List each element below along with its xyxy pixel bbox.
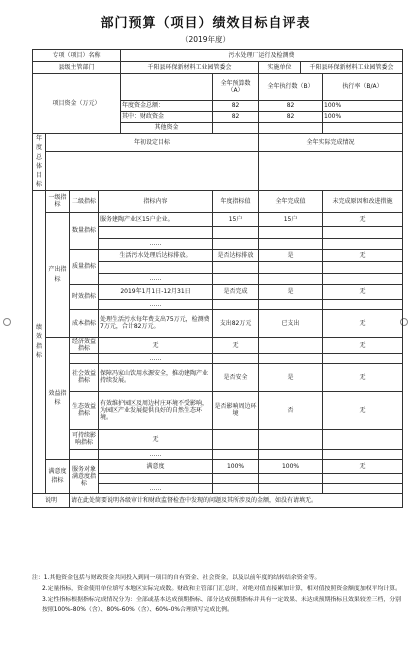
perf-content-header: 指标内容 (99, 190, 213, 212)
time-ellipsis: …… (99, 299, 213, 309)
eco-done: 否 (259, 391, 323, 429)
benefit-ellipsis-target (213, 449, 259, 459)
svc-target: 100% (213, 459, 259, 473)
dept-value: 千阳县环保新材料工业园管委会 (121, 62, 259, 74)
funds-fiscal-rate: 100% (323, 112, 403, 123)
funds-total-rate: 100% (323, 101, 403, 112)
svc-empty-target (213, 473, 259, 483)
time-ellipsis-reason (323, 299, 403, 309)
qty-ellipsis-reason (323, 238, 403, 249)
benefit-ellipsis-label (70, 449, 99, 459)
qty-empty-done (259, 226, 323, 238)
benefit-ellipsis: …… (99, 449, 213, 459)
benefit-indicator-label: 效益指标 (46, 337, 70, 459)
quality-empty-reason (323, 261, 403, 273)
satisfaction-indicator-label: 满意度指标 (46, 459, 70, 493)
funds-budget-header: 全年预算数（A） (213, 74, 259, 101)
footnote-3: 3.定性指标根据指标完成情况分为：全部或基本达成预期指标、部分达成预期指标并具有一定效果、未达成预期指标且效果较差三档，分别按照100%-80%（含）、80%-60%（含）、60%-0%合理填写完成比例。 (42, 597, 402, 614)
funds-fiscal-exec: 82 (259, 112, 323, 123)
sustain-target (213, 429, 259, 449)
goal-actual-header: 全年实际完成情况 (259, 134, 403, 152)
year-label: （2019年度） (180, 35, 231, 44)
perf-reason-header: 未完成原因和改进措施 (323, 190, 403, 212)
svc-empty-done (259, 473, 323, 483)
time-content: 2019年1月1日-12月31日 (99, 284, 213, 299)
eco-reason: 无 (323, 391, 403, 429)
goal-set-header: 年初设定目标 (46, 134, 259, 152)
funds-fiscal-budget: 82 (213, 112, 259, 123)
time-ellipsis-target (213, 299, 259, 309)
quality-content: 生活污水处理后达标排放。 (99, 249, 213, 261)
time-indicator-label: 时效指标 (70, 284, 99, 309)
quality-ellipsis-done (259, 273, 323, 284)
econ-content: 无 (99, 337, 213, 353)
econ-ellipsis-reason (323, 353, 403, 363)
svc-ellipsis-done (259, 483, 323, 493)
perf-level2-header: 二级指标 (70, 190, 99, 212)
svc-reason: 无 (323, 459, 403, 473)
qty-reason: 无 (323, 212, 403, 226)
quality-done: 是 (259, 249, 323, 261)
cost-target: 支出82万元 (213, 309, 259, 337)
goal-actual-value (259, 151, 403, 190)
impl-unit-label: 实施单位 (259, 62, 301, 74)
social-reason: 无 (323, 363, 403, 391)
funds-other-rate (323, 123, 403, 134)
funds-other-budget (213, 123, 259, 134)
benefit-ellipsis-reason (323, 449, 403, 459)
funds-label: 项目资金（万元） (33, 74, 121, 134)
funds-total-budget: 82 (213, 101, 259, 112)
eco-indicator-label: 生态效益指标 (70, 391, 99, 429)
quality-empty-content (99, 261, 213, 273)
svc-ellipsis: …… (99, 483, 213, 493)
eco-content: 有效维护园区及周边村庄环境不受影响，为园区产业发展提供良好的自然生态环境。 (99, 391, 213, 429)
quality-empty-target (213, 261, 259, 273)
dept-label: 县级主管部门 (33, 62, 121, 74)
footnotes (32, 573, 402, 616)
sustain-reason (323, 429, 403, 449)
econ-indicator-label: 经济效益指标 (70, 337, 99, 353)
qty-target: 15户 (213, 212, 259, 226)
cost-reason: 无 (323, 309, 403, 337)
econ-ellipsis-done (259, 353, 323, 363)
funds-total-exec: 82 (259, 101, 323, 112)
perf-target-header: 年度指标值 (213, 190, 259, 212)
social-content: 保障冯家山饮用水源安全，推动建陶产业持续发展。 (99, 363, 213, 391)
funds-exec-header: 全年执行数（B） (259, 74, 323, 101)
funds-other-label: 其他资金 (121, 123, 213, 134)
time-target: 是否完成 (213, 284, 259, 299)
social-target: 是否安全 (213, 363, 259, 391)
funds-total-label: 年度资金总额： (121, 101, 213, 112)
explain-value: 请在此处简要说明各级审计和财政监督检查中发现的问题及其所涉及的金额，如没有请填无。 (70, 493, 403, 507)
benefit-ellipsis-done (259, 449, 323, 459)
svc-done: 100% (259, 459, 323, 473)
perf-done-header: 全年完成值 (259, 190, 323, 212)
project-name-value: 污水处理厂运行及检测费 (121, 50, 403, 62)
quality-reason: 无 (323, 249, 403, 261)
quality-ellipsis-reason (323, 273, 403, 284)
quality-target: 是否达标排放 (213, 249, 259, 261)
qty-ellipsis: …… (99, 238, 213, 249)
annual-goal-label: 年度总体目标 (33, 134, 46, 191)
project-name-label: 专项（项目）名称 (33, 50, 121, 62)
social-done: 是 (259, 363, 323, 391)
svc-ellipsis-reason (323, 483, 403, 493)
funds-fiscal-label: 其中：财政资金 (121, 112, 213, 123)
impl-unit-value: 千阳县环保新材料工业园管委会 (301, 62, 403, 74)
quality-empty-done (259, 261, 323, 273)
footnote-1: 注：1.其他资金包括与财政资金共同投入到同一项目的自有资金、社会资金，以及以前年度的结转结余资金等。 (32, 575, 321, 581)
explain-label: 说明 (33, 493, 70, 507)
qty-empty-target (213, 226, 259, 238)
time-done: 是 (259, 284, 323, 299)
page-title: 部门预算（项目）绩效目标自评表 (100, 16, 311, 31)
qty-empty-content (99, 226, 213, 238)
time-ellipsis-done (259, 299, 323, 309)
sustain-content: 无 (99, 429, 213, 449)
left-resize-handle[interactable] (3, 318, 11, 326)
goal-set-value (46, 151, 259, 190)
sustain-done (259, 429, 323, 449)
funds-header-blank (121, 74, 213, 101)
eco-target: 是否影响周边环境 (213, 391, 259, 429)
evaluation-table (32, 49, 403, 508)
svc-empty-reason (323, 473, 403, 483)
quality-ellipsis: …… (99, 273, 213, 284)
cost-content: 处理生活污水每年费支出75万元，检测费7万元，合计82万元。 (99, 309, 213, 337)
qty-ellipsis-done (259, 238, 323, 249)
svc-ellipsis-target (213, 483, 259, 493)
econ-ellipsis: …… (99, 353, 213, 363)
svc-indicator-label: 服务对象满意度指标 (70, 459, 99, 493)
cost-indicator-label: 成本指标 (70, 309, 99, 337)
sustain-indicator-label: 可持续影响指标 (70, 429, 99, 449)
quality-indicator-label: 质量指标 (70, 249, 99, 284)
funds-other-exec (259, 123, 323, 134)
econ-ellipsis-target (213, 353, 259, 363)
svc-content: 满意度 (99, 459, 213, 473)
econ-done (259, 337, 323, 353)
cost-done: 已支出 (259, 309, 323, 337)
econ-target: 无 (213, 337, 259, 353)
time-reason: 无 (323, 284, 403, 299)
qty-content: 服务建陶产业区15户企业。 (99, 212, 213, 226)
econ-ellipsis-label (70, 353, 99, 363)
qty-indicator-label: 数量指标 (70, 212, 99, 249)
qty-done: 15户 (259, 212, 323, 226)
perf-level1-header: 一级指标 (46, 190, 70, 212)
econ-reason: 无 (323, 337, 403, 353)
output-indicator-label: 产出指标 (46, 212, 70, 337)
footnote-2: 2.定量指标，资金使用单位填写本地区实际完成数。财政和主管部门汇总时，对绝对值直接累加计算，相对值按照资金额度加权平均计算。 (42, 586, 402, 593)
funds-rate-header: 执行率（B/A） (323, 74, 403, 101)
quality-ellipsis-target (213, 273, 259, 284)
perf-side-label: 绩效指标 (33, 190, 46, 493)
social-indicator-label: 社会效益指标 (70, 363, 99, 391)
qty-empty-reason (323, 226, 403, 238)
qty-ellipsis-target (213, 238, 259, 249)
svc-empty-content (99, 473, 213, 483)
